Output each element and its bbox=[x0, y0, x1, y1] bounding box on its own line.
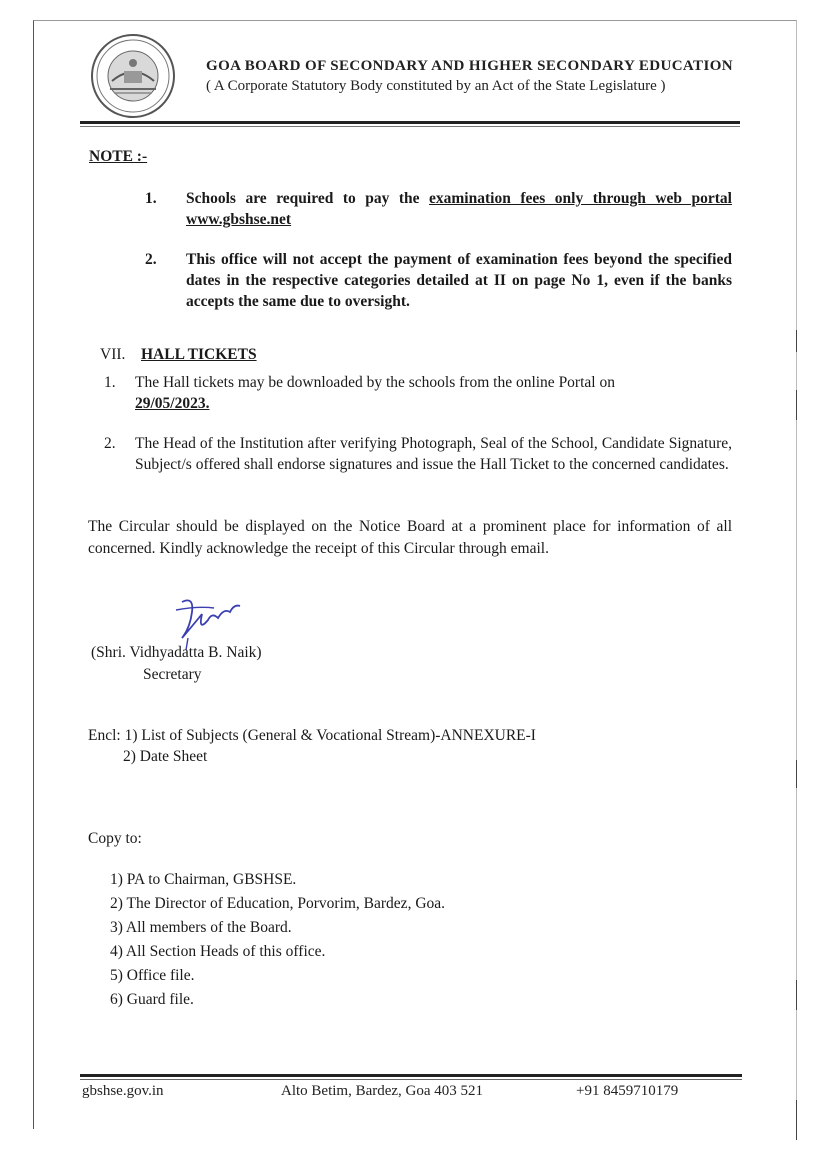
enclosures bbox=[88, 725, 536, 746]
signatory-designation: Secretary bbox=[143, 666, 202, 683]
note-item-1-underlined: examination fees only through web portal www.gbshse.net bbox=[186, 190, 732, 228]
copy-to-item-6: 6) Guard file. bbox=[110, 991, 194, 1008]
enclosure-item-1: 1) List of Subjects (General & Vocational Stream)-ANNEXURE-I bbox=[124, 727, 536, 744]
note-item-1-num: 1. bbox=[145, 190, 157, 207]
copy-to-item-2: 2) The Director of Education, Porvorim, Bardez, Goa. bbox=[110, 895, 446, 912]
scan-mark bbox=[796, 1100, 797, 1140]
scan-mark bbox=[796, 980, 797, 1010]
scan-mark bbox=[796, 390, 797, 420]
org-subtitle: ( A Corporate Statutory Body constituted by an Act of the State Legislature ) bbox=[206, 78, 666, 94]
footer-rule-thin bbox=[80, 1079, 742, 1080]
enclosure-item-2: 2) Date Sheet bbox=[123, 748, 208, 765]
note-item-1-text bbox=[186, 188, 732, 230]
copy-to-item-1: 1) PA to Chairman, GBSHSE. bbox=[110, 871, 297, 888]
hall-tickets-heading: HALL TICKETS bbox=[141, 346, 257, 363]
copy-to-item-3: 3) All members of the Board. bbox=[110, 919, 292, 936]
header-rule bbox=[80, 121, 740, 124]
enclosures-label: Encl: bbox=[88, 727, 125, 744]
hall-item-1-date: 29/05/2023. bbox=[135, 395, 210, 412]
note-item-2-text: This office will not accept the payment of examination fees beyond the specified dates in the respective categories detailed at II on page No 1, even if the banks accepts the same due to oversight. bbox=[186, 251, 732, 310]
header-rule-thin bbox=[80, 126, 740, 127]
hall-item-2-text: The Head of the Institution after verifying Photograph, Seal of the School, Candidate Signature, Subject/s offered shall endorse signatures and issue the Hall Ticket to the concerned candidates. bbox=[135, 435, 732, 473]
footer-phone: +91 8459710179 bbox=[576, 1083, 679, 1099]
board-seal-icon bbox=[90, 33, 176, 119]
circular-paragraph: The Circular should be displayed on the Notice Board at a prominent place for information of all concerned. Kindly acknowledge the receipt of this Circular through email. bbox=[88, 518, 732, 557]
footer-rule bbox=[80, 1074, 742, 1077]
note-item-1-plain: Schools are required to pay the bbox=[186, 190, 430, 207]
note-heading: NOTE :- bbox=[89, 148, 148, 165]
footer-website: gbshse.gov.in bbox=[82, 1083, 164, 1099]
footer-address: Alto Betim, Bardez, Goa 403 521 bbox=[281, 1083, 484, 1099]
hall-item-1-num: 1. bbox=[104, 374, 116, 391]
org-title: GOA BOARD OF SECONDARY AND HIGHER SECONDARY EDUCATION bbox=[206, 58, 733, 74]
scan-mark bbox=[796, 330, 797, 352]
signatory-name: (Shri. Vidhyadatta B. Naik) bbox=[91, 644, 262, 661]
copy-to-heading: Copy to: bbox=[88, 830, 142, 847]
hall-item-1-text: The Hall tickets may be downloaded by the schools from the online Portal on bbox=[135, 374, 615, 391]
scan-mark bbox=[796, 760, 797, 788]
hall-item-2-num: 2. bbox=[104, 435, 116, 452]
hall-tickets-section-num: VII. bbox=[100, 346, 126, 363]
note-item-2-num: 2. bbox=[145, 251, 157, 268]
copy-to-item-5: 5) Office file. bbox=[110, 967, 195, 984]
page-frame bbox=[33, 20, 797, 1129]
copy-to-item-4: 4) All Section Heads of this office. bbox=[110, 943, 326, 960]
